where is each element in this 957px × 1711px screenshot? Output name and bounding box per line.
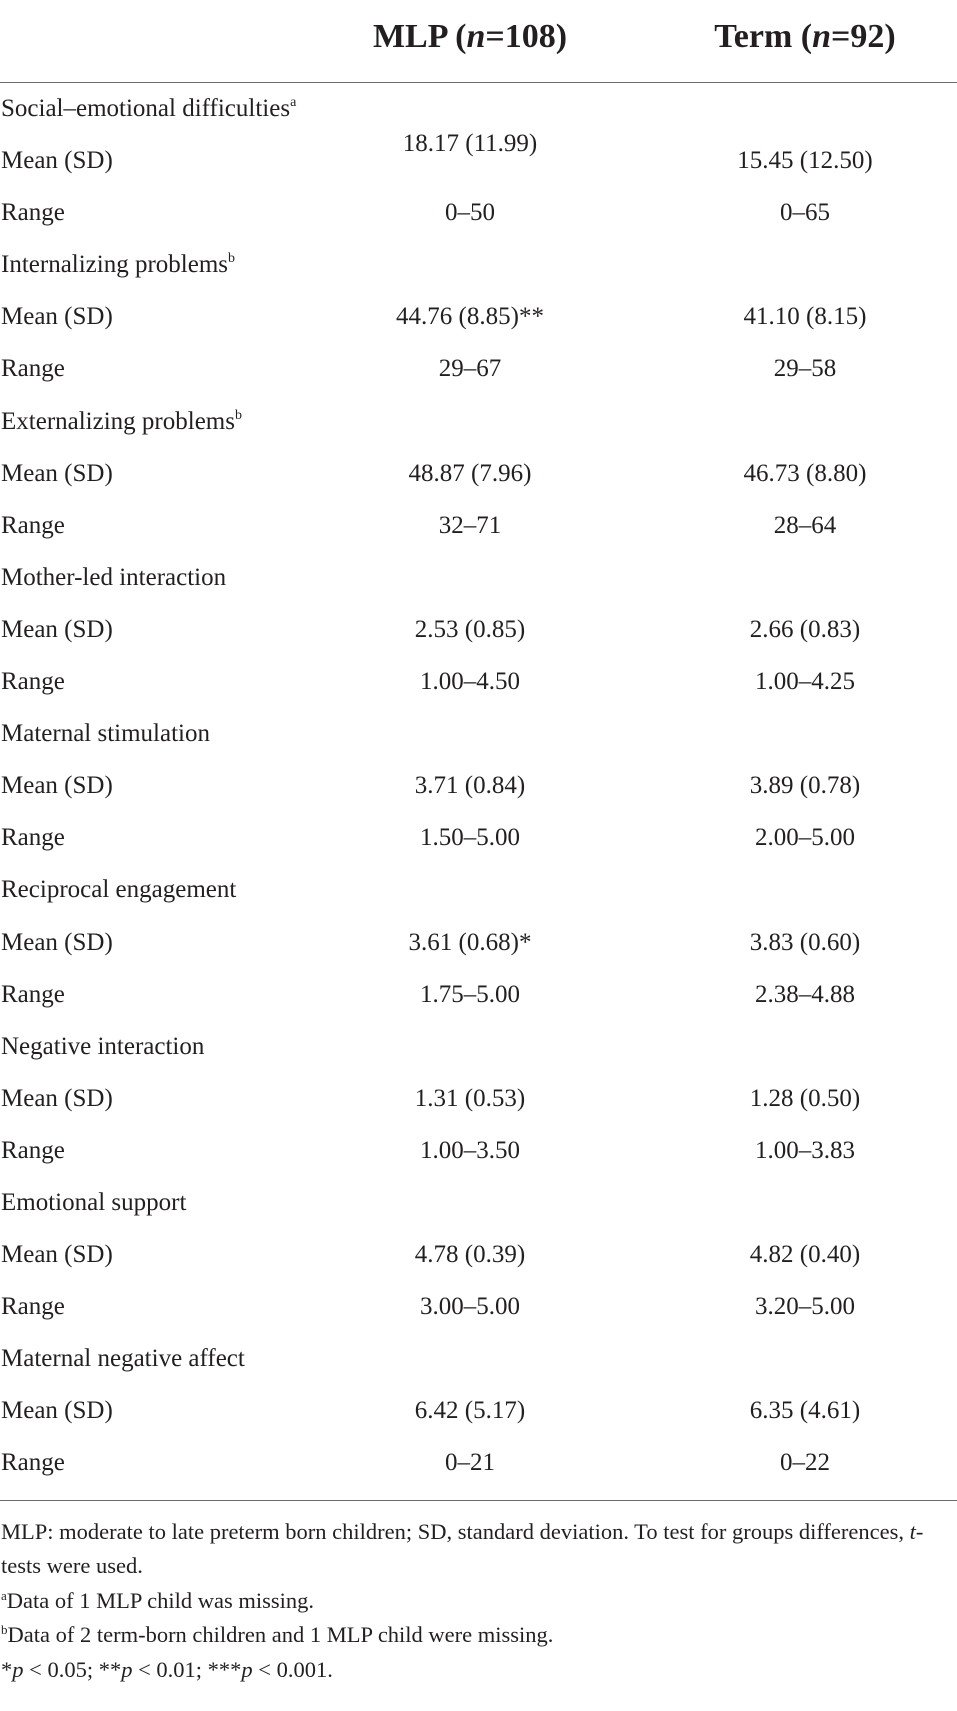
row-label-range: Range — [1, 199, 65, 227]
row-label-mean: Mean (SD) — [1, 147, 113, 175]
mlp-label: MLP — [372, 18, 447, 55]
range-row — [0, 812, 957, 864]
row-label-range: Range — [1, 668, 65, 696]
term-mean-value: 46.73 (8.80) — [743, 459, 867, 487]
section-title-text: Maternal stimulation — [1, 720, 210, 748]
section-title-text: Internalizing problems — [1, 251, 229, 279]
mean-row — [0, 1229, 957, 1281]
row-label-mean: Mean (SD) — [1, 459, 113, 487]
term-n: 92 — [850, 18, 885, 55]
footnote-b: $^b$Data of 2 term-born children and 1 MLP child were missing. — [1, 1622, 554, 1648]
row-label-range: Range — [1, 980, 65, 1008]
mlp-range-value: 1.50–5.00 — [420, 824, 520, 852]
mlp-mean-value: 18.17 (11.99) — [402, 130, 538, 158]
row-label-range: Range — [1, 1136, 65, 1164]
term-mean-value: 4.82 (0.40) — [749, 1241, 861, 1269]
row-label-mean: Mean (SD) — [1, 1084, 113, 1112]
section-title-row — [0, 864, 957, 916]
section-title — [1, 864, 236, 916]
mlp-mean-value: 2.53 (0.85) — [414, 615, 526, 643]
table-header — [0, 0, 957, 83]
column-header-mlp: MLP (n=108) — [372, 18, 568, 55]
table-footnotes — [0, 1501, 957, 1688]
table-body — [0, 83, 957, 1490]
mlp-mean-value: 1.31 (0.53) — [414, 1084, 526, 1112]
section-title-row — [0, 1177, 957, 1229]
n-symbol: n — [466, 18, 486, 55]
range-row — [0, 1437, 957, 1489]
footnote-significance: *p < 0.05; **p < 0.01; ***p < 0.001. — [1, 1656, 333, 1682]
mlp-mean-value: 6.42 (5.17) — [414, 1397, 526, 1425]
row-label-mean: Mean (SD) — [1, 1241, 113, 1269]
range-row — [0, 500, 957, 552]
row-label-range: Range — [1, 511, 65, 539]
footnote-a: $^a$Data of 1 MLP child was missing. — [1, 1587, 315, 1613]
section-title — [1, 83, 296, 135]
mlp-mean-value: 3.61 (0.68)* — [408, 928, 532, 956]
mlp-range-value: 1.00–4.50 — [420, 668, 520, 696]
range-row — [0, 343, 957, 395]
equals-sign: = — [831, 18, 851, 55]
row-label-range: Range — [1, 355, 65, 383]
row-label-mean: Mean (SD) — [1, 615, 113, 643]
section-title — [1, 239, 235, 291]
row-label-range: Range — [1, 1449, 65, 1477]
term-range-value: 1.00–3.83 — [755, 1136, 855, 1164]
row-label-range: Range — [1, 824, 65, 852]
term-mean-value: 3.89 (0.78) — [749, 772, 861, 800]
section-title — [1, 1177, 186, 1229]
mlp-mean-value: 4.78 (0.39) — [414, 1241, 526, 1269]
section-title-text: Externalizing problems — [1, 407, 235, 435]
footnote-general: MLP: moderate to late preterm born children; SD, standard deviation. To test for groups differences, t-tests were used. — [1, 1518, 924, 1579]
mlp-mean-value: 3.71 (0.84) — [414, 772, 526, 800]
term-mean-value: 41.10 (8.15) — [743, 303, 867, 331]
range-row — [0, 187, 957, 239]
mlp-range-value: 0–21 — [445, 1449, 495, 1477]
term-mean-value: 1.28 (0.50) — [749, 1084, 861, 1112]
section-title-text: Social–emotional difficulties — [1, 95, 291, 122]
section-title-row — [0, 552, 957, 604]
term-mean-value: 6.35 (4.61) — [749, 1397, 861, 1425]
mlp-mean-value: 44.76 (8.85)** — [396, 303, 544, 331]
row-label-mean: Mean (SD) — [1, 772, 113, 800]
mlp-range-value: 3.00–5.00 — [420, 1293, 520, 1321]
column-header-term: Term (n=92) — [714, 18, 896, 55]
mlp-range-value: 32–71 — [438, 511, 502, 539]
term-range-value: 29–58 — [773, 355, 837, 383]
term-label: Term — [714, 18, 793, 55]
range-row — [0, 1125, 957, 1177]
mean-row — [0, 448, 957, 500]
section-title-text: Reciprocal engagement — [1, 876, 237, 904]
section-title-row — [0, 708, 957, 760]
equals-sign: = — [485, 18, 505, 55]
section-title-text: Maternal negative affect — [1, 1345, 245, 1373]
mean-row — [0, 291, 957, 343]
range-row — [0, 656, 957, 708]
row-label-range: Range — [1, 1293, 65, 1321]
term-range-value: 0–65 — [780, 199, 830, 227]
term-mean-value: 15.45 (12.50) — [737, 147, 873, 175]
section-title — [1, 396, 242, 448]
section-title-row — [0, 1021, 957, 1073]
mlp-range-value: 0–50 — [445, 199, 495, 227]
term-range-value: 28–64 — [773, 511, 837, 539]
section-title — [1, 1021, 204, 1073]
mean-row — [0, 604, 957, 656]
mlp-range-value: 1.75–5.00 — [420, 980, 520, 1008]
section-footnote-mark: b — [228, 251, 236, 267]
term-range-value: 2.00–5.00 — [755, 824, 855, 852]
term-range-value: 3.20–5.00 — [755, 1293, 855, 1321]
section-title-row — [0, 239, 957, 291]
term-mean-value: 3.83 (0.60) — [749, 928, 861, 956]
mlp-mean-value: 48.87 (7.96) — [408, 459, 532, 487]
row-label-mean: Mean (SD) — [1, 303, 113, 331]
row-label-mean: Mean (SD) — [1, 1397, 113, 1425]
n-symbol: n — [812, 18, 832, 55]
mean-row — [0, 1073, 957, 1125]
row-label-mean: Mean (SD) — [1, 928, 113, 956]
section-title-row — [0, 1333, 957, 1385]
mean-row — [0, 760, 957, 812]
mean-row — [0, 1385, 957, 1437]
term-range-value: 2.38–4.88 — [755, 980, 855, 1008]
term-mean-value: 2.66 (0.83) — [749, 615, 861, 643]
term-range-value: 0–22 — [780, 1449, 830, 1477]
section-title-text: Mother-led interaction — [1, 563, 227, 591]
section-title-text: Negative interaction — [1, 1032, 205, 1060]
mean-row — [0, 130, 957, 187]
section-title-row — [0, 396, 957, 448]
section-title — [1, 708, 210, 760]
section-footnote-mark: a — [290, 95, 297, 110]
section-title — [1, 1333, 245, 1385]
mean-row — [0, 917, 957, 969]
term-range-value: 1.00–4.25 — [755, 668, 855, 696]
section-title-text: Emotional support — [1, 1188, 187, 1216]
range-row — [0, 969, 957, 1021]
range-row — [0, 1281, 957, 1333]
section-footnote-mark: b — [234, 407, 242, 423]
mlp-range-value: 29–67 — [438, 355, 502, 383]
mlp-range-value: 1.00–3.50 — [420, 1136, 520, 1164]
section-title — [1, 552, 226, 604]
mlp-n: 108 — [504, 18, 556, 55]
